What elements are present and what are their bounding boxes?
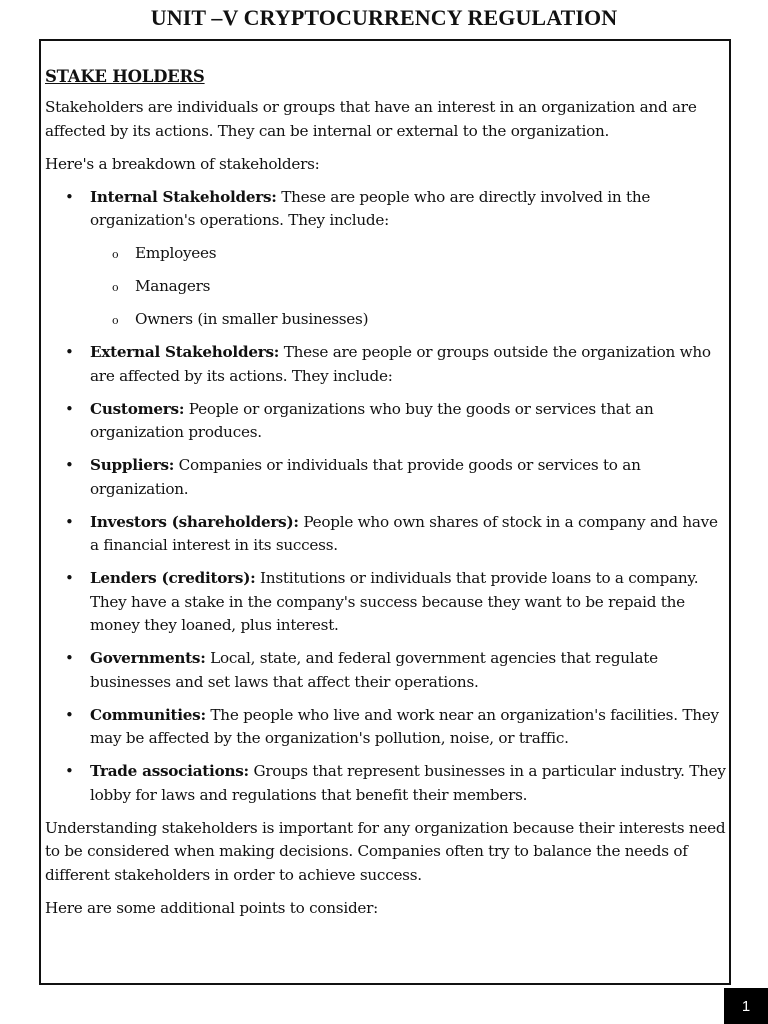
breakdown-intro: Here's a breakdown of stakeholders: [45,154,320,173]
list-item [45,511,729,558]
item-text: People who own shares of stock in a company and have a financial interest in its success. [90,512,718,554]
list-item [45,454,729,501]
bullet-icon: • [65,187,74,206]
bullet-icon: • [65,569,74,587]
list-item [45,567,729,638]
item-label: Governments: [90,649,206,667]
list-item [45,647,729,694]
bullet-icon: • [65,762,74,780]
bullet-icon: • [65,512,74,531]
item-text: People or organizations who buy the goods or services that an organization produces. [90,399,654,441]
circle-bullet-icon: o [112,281,119,294]
bullet-icon: • [65,343,74,361]
sub-list-item [90,308,729,332]
item-label: Internal Stakeholders: [90,187,277,206]
sub-list-item [90,275,729,299]
item-label: External Stakeholders: [90,343,280,361]
item-label: Communities: [90,705,206,724]
item-text: Groups that represent businesses in a particular industry. They lobby for laws and regulations that benefit their members. [90,762,726,804]
page-number-badge: 1 [724,988,768,1024]
section-heading: STAKE HOLDERS [45,67,205,86]
item-text: These are people or groups outside the organization who are affected by its actions. They include: [90,343,711,385]
list-item [45,398,729,445]
item-text: Companies or individuals that provide goods or services to an organization. [90,456,641,498]
list-item [45,704,729,751]
item-text: Institutions or individuals that provide loans to a company. They have a stake in the company's success because they want to be repaid the money they loaned, plus interest. [90,569,699,634]
item-label: Investors (shareholders): [90,512,299,531]
item-label: Suppliers: [90,456,175,474]
item-text: These are people who are directly involved in the organization's operations. They include: [90,187,651,229]
stakeholder-list [45,186,729,808]
internal-sub-list [90,242,729,332]
circle-bullet-icon: o [112,248,119,261]
sub-list-item [90,242,729,266]
bullet-icon: • [65,705,74,724]
circle-bullet-icon: o [112,314,119,327]
bullet-icon: • [65,399,74,418]
list-item [45,760,729,807]
conclusion-paragraph: Understanding stakeholders is important for any organization because their interests need to be considered when making decisions. Companies often try to balance the needs of different stakeholders in order to achieve success. [45,818,726,884]
bullet-icon: • [65,456,74,474]
bullet-icon: • [65,649,74,667]
list-item-internal [45,186,729,332]
intro-paragraph: Stakeholders are individuals or groups that have an interest in an organization and are affected by its actions. They can be internal or external to the organization. [45,98,697,140]
page-title: UNIT –V CRYPTOCURRENCY REGULATION [150,5,618,30]
sub-item-text: Managers [135,277,211,295]
additional-points-intro: Here are some additional points to consider: [45,898,379,917]
item-label: Lenders (creditors): [90,569,256,587]
sub-item-text: Owners (in smaller businesses) [135,310,369,328]
item-text: Local, state, and federal government agencies that regulate businesses and set laws that affect their operations. [90,649,658,691]
list-item [45,341,729,388]
document-body [45,64,729,930]
sub-item-text: Employees [135,244,217,262]
item-text: The people who live and work near an organization's facilities. They may be affected by the organization's pollution, noise, or traffic. [90,705,719,747]
item-label: Customers: [90,399,185,418]
item-label: Trade associations: [90,762,249,780]
